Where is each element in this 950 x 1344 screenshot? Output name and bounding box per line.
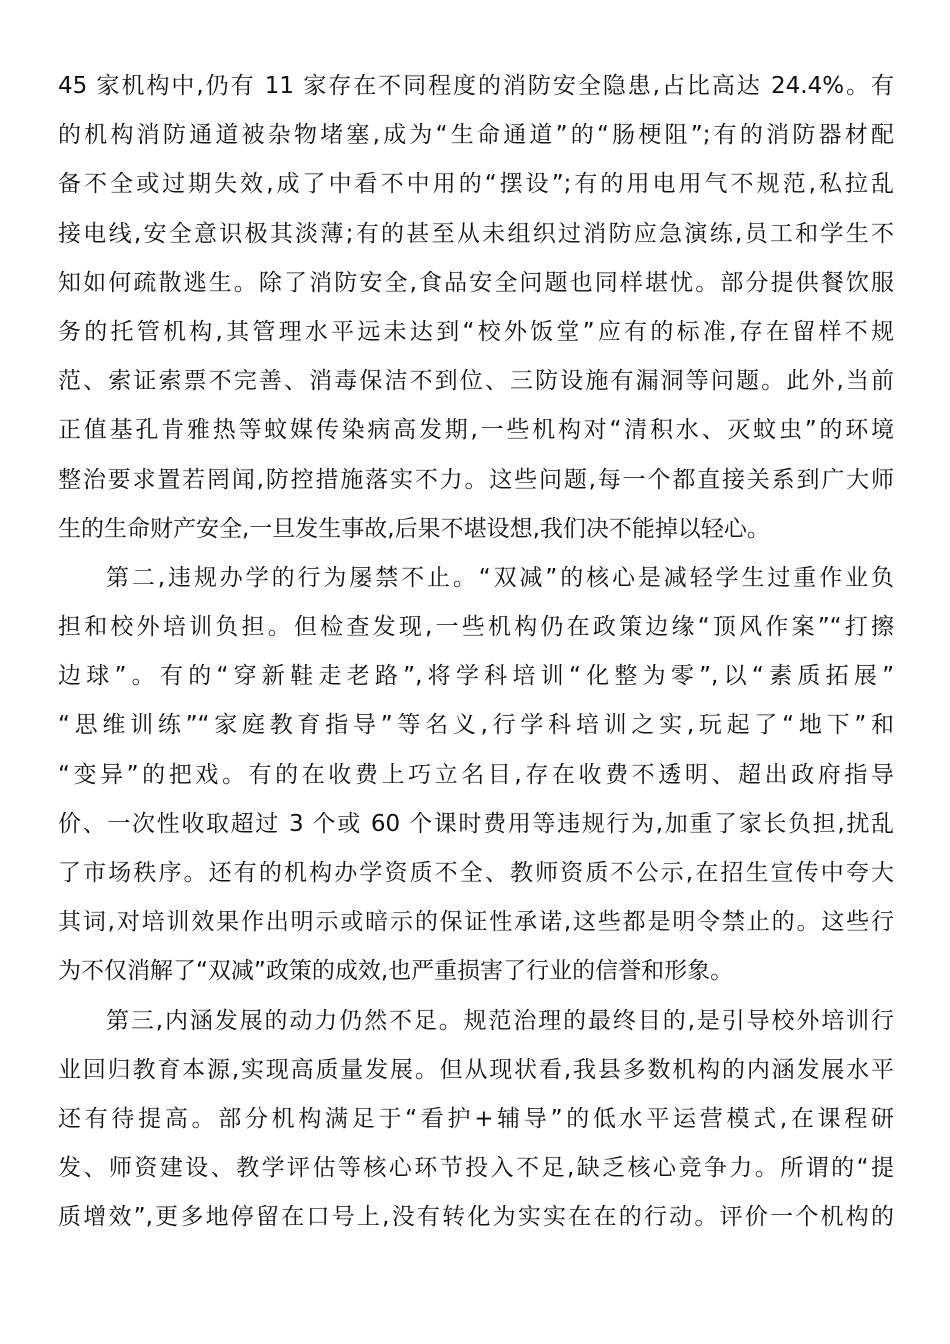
text-line: 范、索证索票不完善、消毒保洁不到位、三防设施有漏洞等问题。此外,当前 xyxy=(58,368,894,395)
text-line: “变异”的把戏。有的在收费上巧立名目,存在收费不透明、超出政府指导 xyxy=(58,761,894,788)
text-line: 边球”。有的“穿新鞋走老路”,将学科培训“化整为零”,以“素质拓展” xyxy=(58,663,894,690)
text-line: 还有待提高。部分机构满足于“看护+辅导”的低水平运营模式,在课程研 xyxy=(58,1105,894,1132)
text-line: 正值基孔肯雅热等蚊媒传染病高发期,一些机构对“清积水、灭蚊虫”的环境 xyxy=(58,417,894,444)
text-line: 45 家机构中,仍有 11 家存在不同程度的消防安全隐患,占比高达 24.4%。有 xyxy=(58,73,894,99)
paragraph-first-line: 第二,违规办学的行为屡禁不止。“双减”的核心是减轻学生过重作业负 xyxy=(106,564,894,591)
text-line: 备不全或过期失效,成了中看不中用的“摆设”;有的用电用气不规范,私拉乱 xyxy=(58,171,894,198)
text-line: 接电线,安全意识极其淡薄;有的甚至从未组织过消防应急演练,员工和学生不 xyxy=(58,220,894,247)
text-line: 整治要求置若罔闻,防控措施落实不力。这些问题,每一个都直接关系到广大师 xyxy=(58,466,894,493)
body-text xyxy=(58,62,894,1243)
paragraph-end-line: 为不仅消解了“双减”政策的成效,也严重损害了行业的信誉和形象。 xyxy=(58,958,734,985)
paragraph-first-line: 第三,内涵发展的动力仍然不足。规范治理的最终目的,是引导校外培训行 xyxy=(106,1007,894,1034)
text-line: 了市场秩序。还有的机构办学资质不全、教师资质不公示,在招生宣传中夸大 xyxy=(58,860,894,886)
text-line: 质增效”,更多地停留在口号上,没有转化为实实在在的行动。评价一个机构的 xyxy=(58,1204,894,1231)
text-line: 务的托管机构,其管理水平远未达到“校外饭堂”应有的标准,存在留样不规 xyxy=(58,318,894,345)
paragraph-end-line: 生的生命财产安全,一旦发生事故,后果不堪设想,我们决不能掉以轻心。 xyxy=(58,515,770,542)
text-line: 担和校外培训负担。但检查发现,一些机构仍在政策边缘“顶风作案”“打擦 xyxy=(58,614,894,641)
text-line: 发、师资建设、教学评估等核心环节投入不足,缺乏核心竞争力。所谓的“提 xyxy=(58,1155,894,1182)
text-line: “思维训练”“家庭教育指导”等名义,行学科培训之实,玩起了“地下”和 xyxy=(58,712,894,739)
text-line: 其词,对培训效果作出明示或暗示的保证性承诺,这些都是明令禁止的。这些行 xyxy=(58,909,894,936)
text-line: 价、一次性收取超过 3 个或 60 个课时费用等违规行为,加重了家长负担,扰乱 xyxy=(58,810,894,837)
text-line: 的机构消防通道被杂物堵塞,成为“生命通道”的“肠梗阻”;有的消防器材配 xyxy=(58,122,894,149)
text-line: 业回归教育本源,实现高质量发展。但从现状看,我县多数机构的内涵发展水平 xyxy=(58,1056,894,1083)
text-line: 知如何疏散逃生。除了消防安全,食品安全问题也同样堪忧。部分提供餐饮服 xyxy=(58,269,894,296)
